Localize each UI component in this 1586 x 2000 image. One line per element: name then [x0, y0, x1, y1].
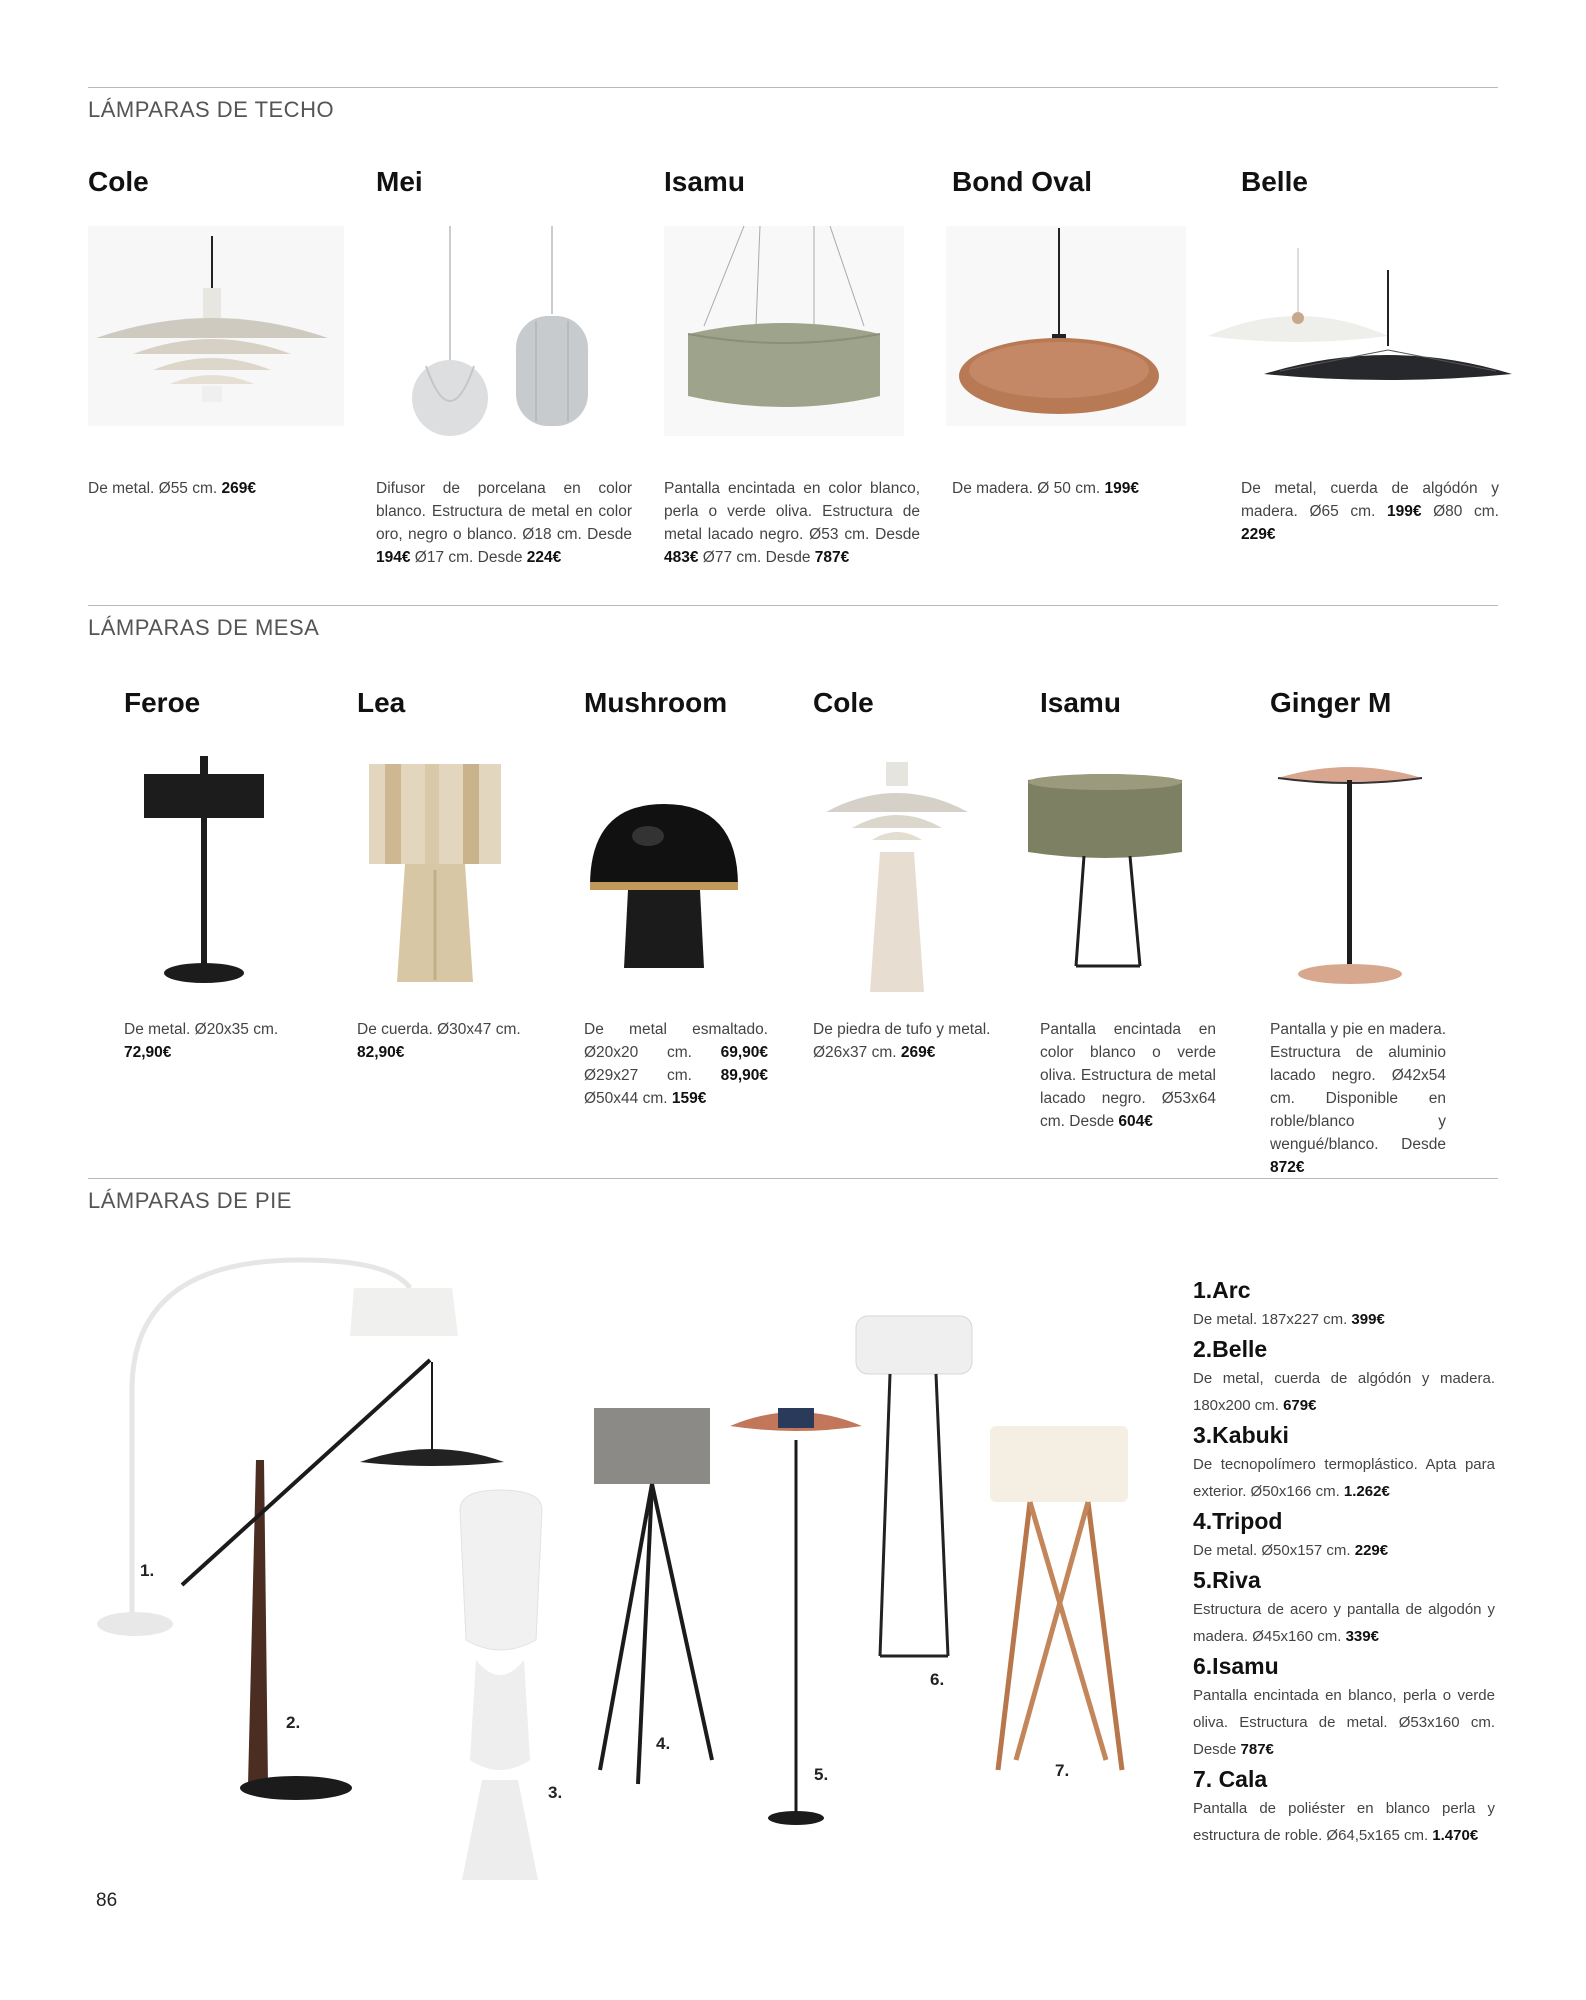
product-desc-cole: De metal. Ø55 cm. 269€	[88, 480, 256, 497]
product-desc-lea: De cuerda. Ø30x47 cm. 82,90€	[357, 1021, 521, 1061]
legend-item-riva: 5.Riva Estructura de acero y pantalla de algodón y madera. Ø45x160 cm. 339€	[1193, 1567, 1495, 1645]
product-title-feroe: Feroe	[124, 687, 201, 718]
legend-item-cala: 7. Cala Pantalla de poliéster en blanco perla y estructura de roble. Ø64,5x165 cm. 1.470€	[1193, 1766, 1495, 1844]
section-divider	[88, 1178, 1498, 1179]
cole-pendant-image	[88, 226, 344, 426]
isamu-table-lamp-image	[1010, 760, 1200, 990]
ginger-m-table-lamp-image	[1270, 756, 1430, 996]
product-desc-feroe: De metal. Ø20x35 cm. 72,90€	[124, 1021, 279, 1061]
floor-lamp-legend	[1193, 1274, 1495, 1849]
floor-lamp-number-2: 2.	[286, 1713, 301, 1732]
product-desc-cole-mesa: De piedra de tufo y metal. Ø26x37 cm. 269€	[813, 1021, 991, 1061]
isamu-pendant-image	[664, 226, 904, 436]
feroe-table-lamp-image	[134, 748, 284, 998]
floor-lamp-number-7: 7.	[1055, 1761, 1070, 1780]
page-number: 86	[96, 1890, 118, 1911]
product-title-cole: Cole	[88, 166, 149, 197]
floor-lamps-image	[90, 1240, 1150, 1900]
legend-item-kabuki: 3.Kabuki De tecnopolímero termoplástico. Apta para exterior. Ø50x166 cm. 1.262€	[1193, 1422, 1495, 1500]
legend-item-arc: 1.Arc De metal. 187x227 cm. 399€	[1193, 1277, 1385, 1328]
floor-lamp-number-5: 5.	[814, 1765, 829, 1784]
legend-item-tripod: 4.Tripod De metal. Ø50x157 cm. 229€	[1193, 1508, 1389, 1559]
product-title-belle: Belle	[1241, 166, 1308, 197]
section-title-techo: LÁMPARAS DE TECHO	[88, 97, 335, 122]
product-title-ginger-m: Ginger M	[1270, 687, 1392, 718]
lea-table-lamp-image	[355, 760, 515, 1000]
product-title-mei: Mei	[376, 166, 423, 197]
mushroom-table-lamp-image	[578, 796, 748, 976]
product-desc-ginger-m: Pantalla y pie en madera. Estructura de aluminio lacado negro. Ø42x54 cm. Disponible en roble/blanco y wengué/blanco. Desde 872€	[1270, 1021, 1446, 1176]
floor-lamp-number-1: 1.	[140, 1561, 155, 1580]
product-title-cole-mesa: Cole	[813, 687, 874, 718]
section-title-mesa: LÁMPARAS DE MESA	[88, 615, 320, 640]
section-divider	[88, 87, 1498, 88]
product-desc-mushroom: De metal esmaltado. Ø20x20 cm. 69,90€ Ø29x27 cm. 89,90€ Ø50x44 cm. 159€	[584, 1021, 768, 1107]
belle-pendant-image	[1200, 226, 1522, 426]
product-title-mushroom: Mushroom	[584, 687, 728, 718]
floor-lamp-number-3: 3.	[548, 1783, 563, 1802]
product-desc-belle: De metal, cuerda de algódón y madera. Ø65 cm. 199€ Ø80 cm. 229€	[1241, 480, 1499, 543]
mei-pendant-image	[376, 226, 632, 446]
product-desc-isamu: Pantalla encintada en color blanco, perla o verde oliva. Estructura de metal lacado negro. Ø53 cm. Desde 483€ Ø77 cm. Desde 787€	[664, 480, 920, 566]
product-title-lea: Lea	[357, 687, 406, 718]
floor-lamp-number-4: 4.	[656, 1734, 671, 1753]
section-divider	[88, 605, 1498, 606]
product-title-isamu-mesa: Isamu	[1040, 687, 1121, 718]
legend-item-isamu: 6.Isamu Pantalla encintada en blanco, perla o verde oliva. Estructura de metal. Ø53x160 cm. Desde 787€	[1193, 1653, 1495, 1758]
legend-item-belle: 2.Belle De metal, cuerda de algódón y madera. 180x200 cm. 679€	[1193, 1336, 1495, 1414]
section-title-pie: LÁMPARAS DE PIE	[88, 1188, 292, 1213]
product-title-bond-oval: Bond Oval	[952, 166, 1093, 197]
bond-oval-pendant-image	[946, 226, 1186, 426]
product-desc-bond-oval: De madera. Ø 50 cm. 199€	[952, 480, 1139, 497]
floor-lamp-number-6: 6.	[930, 1670, 945, 1689]
cole-table-lamp-image	[812, 756, 982, 996]
product-title-isamu: Isamu	[664, 166, 745, 197]
product-desc-mei: Difusor de porcelana en color blanco. Estructura de metal en color oro, negro o blanco. Ø18 cm. Desde 194€ Ø17 cm. Desde 224€	[376, 480, 632, 566]
product-desc-isamu-mesa: Pantalla encintada en color blanco o verde oliva. Estructura de metal lacado negro. Ø53x64 cm. Desde 604€	[1040, 1021, 1216, 1130]
